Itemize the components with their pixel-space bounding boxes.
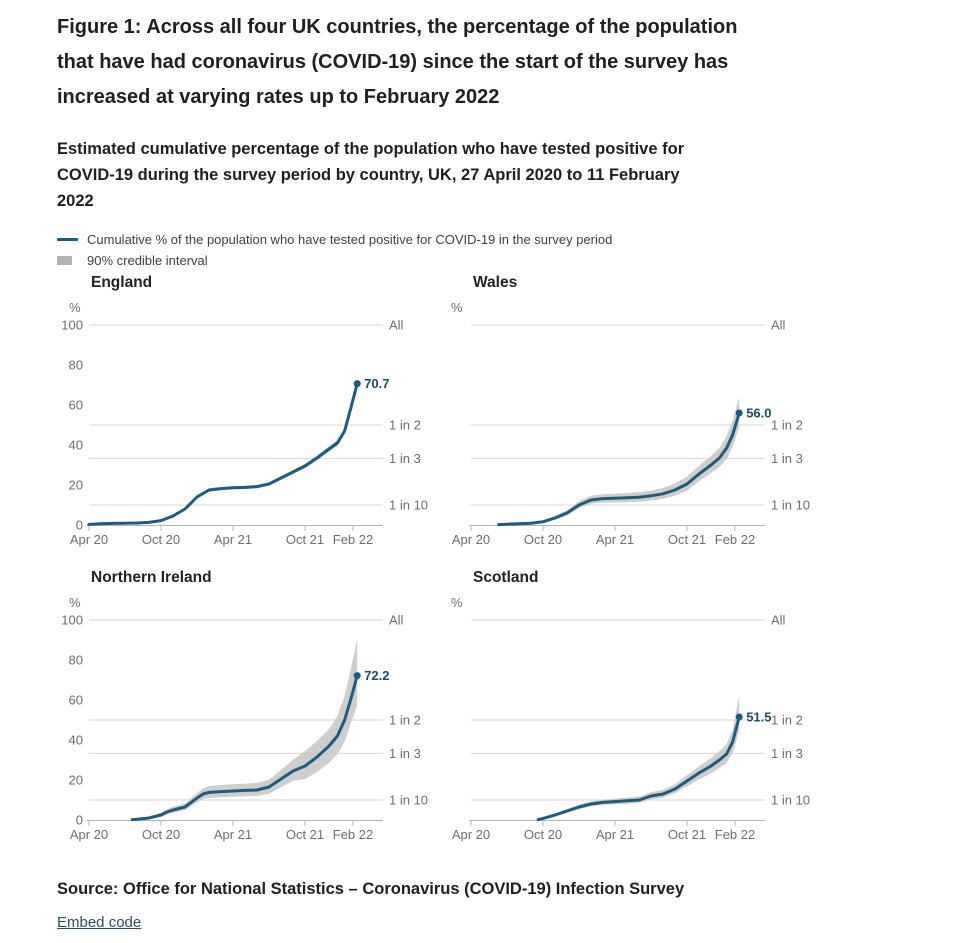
x-tick-label: Feb 22 [332,827,374,842]
right-axis-label: 1 in 3 [389,745,421,761]
x-tick-label: Apr 21 [213,827,253,842]
legend-item-line [57,232,962,247]
right-axis-label: 1 in 2 [389,712,421,728]
right-axis-label: 1 in 2 [771,712,803,728]
legend-band-swatch-wrap [57,256,87,265]
right-axis-label: All [771,317,786,333]
end-point-dot [736,410,743,417]
end-point-dot [354,380,361,387]
legend [57,232,962,268]
credible-interval-band [89,378,357,525]
line-swatch-icon [57,238,78,241]
x-tick-label: Oct 21 [667,827,707,842]
right-axis-label: 1 in 3 [771,450,803,466]
chart-northern-ireland [57,569,439,844]
x-tick-label: Oct 20 [141,827,181,842]
right-axis-label: All [389,317,404,333]
band-swatch-icon [57,256,72,265]
x-tick-label: Oct 21 [285,827,325,842]
y-tick-label: 100 [61,317,83,333]
credible-interval-band [132,640,357,820]
series-line [89,384,357,525]
x-tick-label: Apr 20 [451,827,491,842]
y-tick-label: 80 [68,652,83,668]
right-axis-label: All [389,612,404,628]
y-axis-unit-label: % [69,595,81,610]
right-axis-label: All [771,612,786,628]
y-axis-unit-label: % [451,595,463,610]
chart-title-northern-ireland: Northern Ireland [91,569,212,586]
y-tick-label: 20 [68,477,83,493]
right-axis-label: 1 in 10 [771,497,811,513]
x-tick-label: Oct 21 [285,532,325,547]
x-tick-label: Apr 21 [595,827,635,842]
x-tick-label: Apr 20 [451,532,491,547]
y-tick-label: 80 [68,357,83,373]
chart-canvas-england [57,297,441,549]
chart-scotland [439,569,821,844]
x-tick-label: Oct 20 [523,532,563,547]
right-axis-label: 1 in 10 [771,792,811,808]
y-tick-label: 20 [68,772,83,788]
charts-grid [57,274,962,844]
y-tick-label: 0 [75,517,83,533]
x-tick-label: Apr 20 [69,827,109,842]
y-tick-label: 60 [68,692,83,708]
chart-england [57,274,439,549]
y-tick-label: 60 [68,397,83,413]
end-value-label: 72.2 [364,668,390,684]
legend-line-swatch-wrap [57,238,87,241]
series-line [538,717,739,820]
chart-canvas-northern-ireland [57,592,441,844]
end-point-dot [354,672,361,679]
x-tick-label: Feb 22 [714,827,756,842]
chart-canvas-scotland [439,592,823,844]
x-tick-label: Apr 21 [595,532,635,547]
right-axis-label: 1 in 10 [389,792,429,808]
x-tick-label: Oct 20 [141,532,181,547]
embed-code-link[interactable]: Embed code [57,914,142,931]
right-axis-label: 1 in 2 [389,417,421,433]
legend-band-label: 90% credible interval [87,253,208,268]
right-axis-label: 1 in 2 [771,417,803,433]
source-text: Source: Office for National Statistics – Coronavirus (COVID-19) Infection Survey [57,880,685,898]
x-tick-label: Oct 21 [667,532,707,547]
end-value-label: 56.0 [746,405,772,421]
x-tick-label: Feb 22 [714,532,756,547]
chart-wales [439,274,821,549]
y-tick-label: 40 [68,732,83,748]
figure-subtitle: Estimated cumulative percentage of the population who have tested positive for COVID-19 during the survey period by country, UK, 27 April 2020 to 11 February 2022 [57,140,685,210]
x-tick-label: Apr 21 [213,532,253,547]
x-tick-label: Feb 22 [332,532,374,547]
x-tick-label: Apr 20 [69,532,109,547]
x-tick-label: Oct 20 [523,827,563,842]
right-axis-label: 1 in 3 [771,745,803,761]
right-axis-label: 1 in 10 [389,497,429,513]
y-tick-label: 40 [68,437,83,453]
end-value-label: 51.5 [746,709,772,725]
chart-title-wales: Wales [473,274,518,291]
end-point-dot [736,714,743,721]
end-value-label: 70.7 [364,376,390,392]
chart-title-scotland: Scotland [473,569,539,586]
chart-title-england: England [91,274,153,291]
legend-item-band [57,253,962,268]
right-axis-label: 1 in 3 [389,450,421,466]
credible-interval-band [499,397,740,525]
y-tick-label: 0 [75,812,83,828]
y-tick-label: 100 [61,612,83,628]
y-axis-unit-label: % [69,300,81,315]
chart-canvas-wales [439,297,823,549]
y-axis-unit-label: % [451,300,463,315]
legend-line-label: Cumulative % of the population who have tested positive for COVID-19 in the survey period [87,232,613,247]
figure-title: Figure 1: Across all four UK countries, the percentage of the population that have had coronavirus (COVID-19) since the start of the survey has increased at varying rates up to February 2022 [57,16,738,108]
